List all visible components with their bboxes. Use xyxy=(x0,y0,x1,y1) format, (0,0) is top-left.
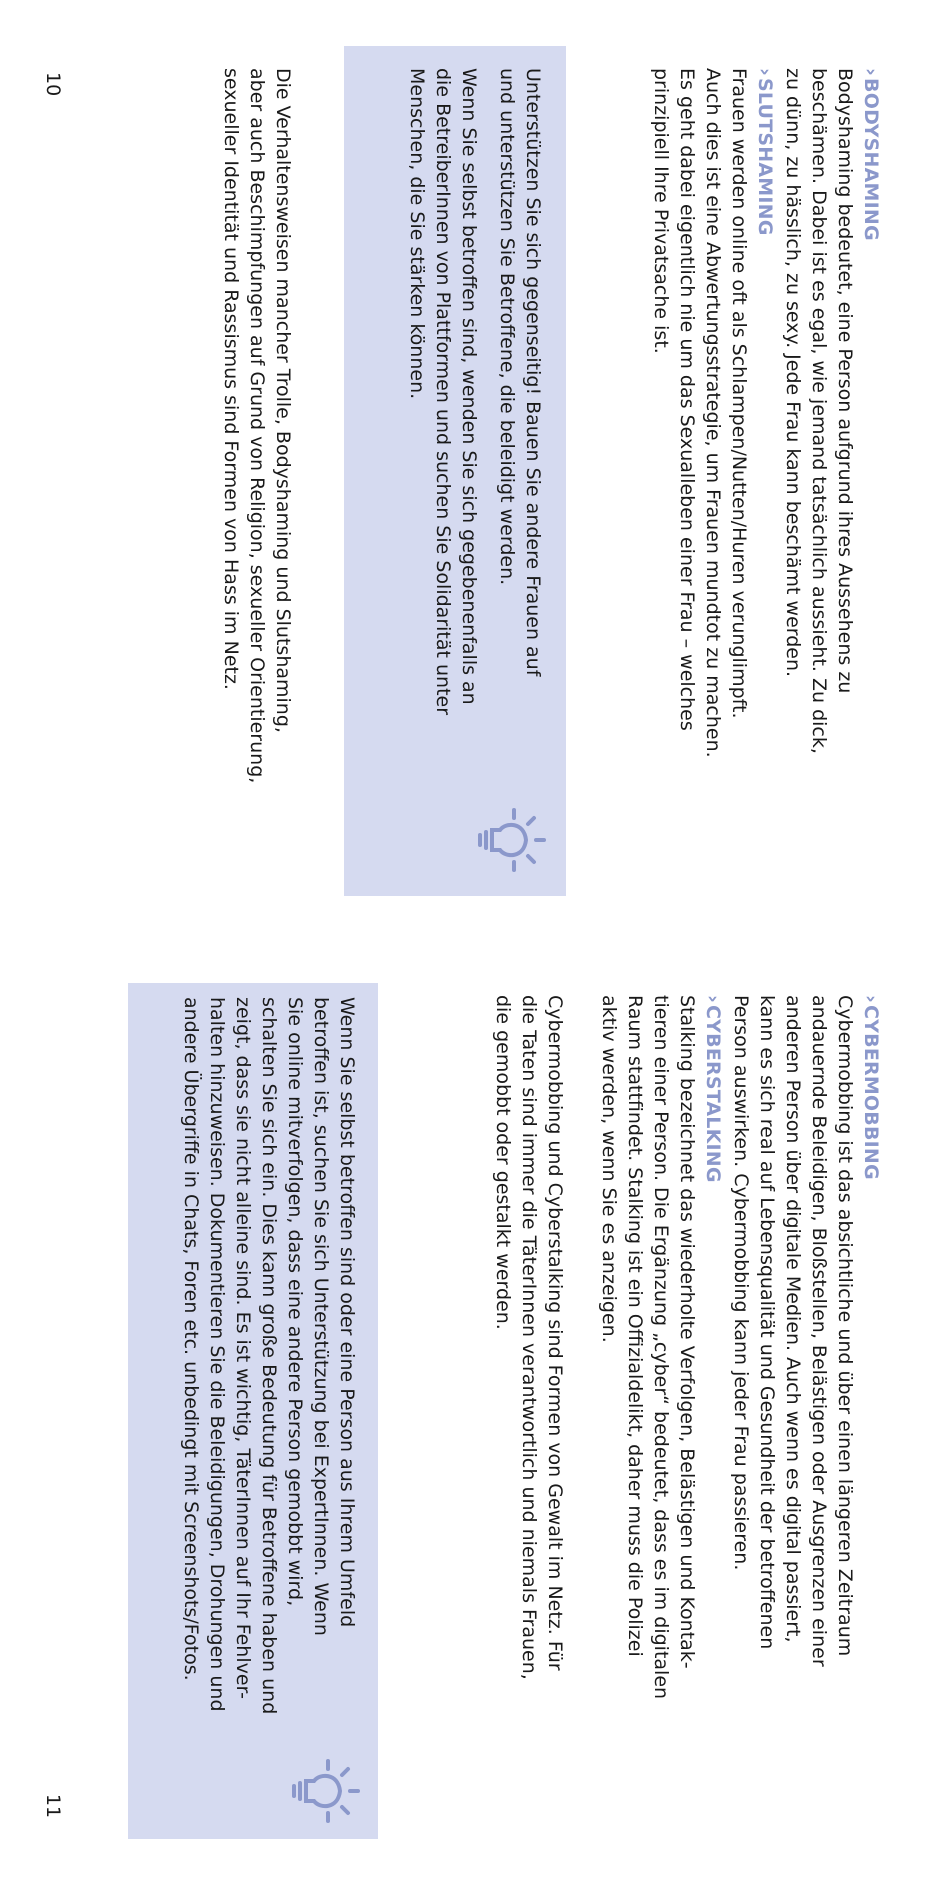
bodyshaming-section xyxy=(780,68,884,928)
cyberstalking-text: Stalking bezeichnet das wiederholte Verfolgen, Belästigen und Kontak- tieren einer Person. Die Ergänzung „cyber“ bedeutet, dass es im digitalen Raum stattfindet. Stalking ist ein Offizialdelikt, daher muss die Polizei aktiv werden, wenn Sie es anzeigen. xyxy=(598,995,698,1700)
page-11 xyxy=(0,945,944,1890)
page-number: 11 xyxy=(42,1793,64,1818)
slutshaming-heading: ›SLUTSHAMING xyxy=(754,68,776,236)
lightbulb-icon xyxy=(476,808,548,872)
tip-box-right xyxy=(128,983,378,1839)
cyberstalking-heading: ›CYBERSTALKING xyxy=(702,995,724,1183)
cybermobbing-text: Cybermobbing ist das absichtliche und über einen längeren Zeitraum andauernde Beleidigen, Bloßstellen, Belästigen oder Ausgrenzen einer anderen Person über digitale Medien. Auch wenn es digital passiert, kann es sich real auf Lebensqualität und Gesundheit der betroffenen Person auswirken. Cybermobbing kann jeder Frau passieren. xyxy=(730,995,856,1667)
bodyshaming-text: Bodyshaming bedeutet, eine Person aufgrund ihres Aussehens zu beschämen. Dabei ist es egal, wie jemand tatsächlich aussieht. Zu dick, zu dünn, zu hässlich, zu sexy. Jede Frau kann beschämt werden. xyxy=(782,68,856,754)
page-number: 10 xyxy=(42,72,64,97)
slutshaming-section xyxy=(648,68,778,928)
closing-text: Die Verhaltensweisen mancher Trolle, Bodyshaming und Slutshaming, aber auch Beschimpfungen auf Grund von Religion, sexueller Orientierung, sexueller Identität und Rassismus sind Formen von Hass im Netz. xyxy=(220,68,294,784)
bodyshaming-heading: ›BODYSHAMING xyxy=(860,68,882,241)
lightbulb-icon xyxy=(290,1759,362,1823)
chevron-right-icon: › xyxy=(754,68,776,77)
slutshaming-text: Frauen werden online oft als Schlampen/Nutten/Huren verunglimpft. Auch dies ist eine Abwertungsstrategie, um Frauen mundtot zu machen. Es geht dabei eigentlich nie um das Sexualleben einer Frau – welches prinzipiell Ihre Privatsache ist. xyxy=(650,68,750,758)
chevron-right-icon: › xyxy=(702,995,724,1004)
cybermobbing-heading: ›CYBERMOBBING xyxy=(860,995,882,1180)
tip-box-text: Wenn Sie selbst betroffen sind oder eine Person aus Ihrem Umfeld betroffen ist, suchen Sie sich Unterstützung bei ExpertInnen. Wenn Sie online mitverfolgen, dass eine andere Person gemobbt wird, schalten Sie sich ein. Dies kann große Bedeutung für Betroffene haben und zeigt, dass sie nicht alleine sind. Es ist wichtig, TäterInnen auf Ihr Fehlver- halten hinzuweisen. Dokumentieren Sie die Beleidigungen, Drohungen und andere Übergriffe in Chats, Foren etc. unbedingt mit Screenshots/Fotos. xyxy=(180,997,358,1715)
chevron-right-icon: › xyxy=(860,68,882,77)
tip-paragraph-2: Wenn Sie selbst betroffen sind, wenden Sie sich gegebenenfalls an die BetreiberInnen von Plattformen und suchen Sie Solidarität unter Menschen, die Sie stärken können. xyxy=(406,68,480,716)
tip-paragraph-1: Unterstützen Sie sich gegenseitig! Bauen Sie andere Frauen auf und unterstützen Sie Betroffene, die beleidigt werden. xyxy=(496,68,544,677)
cyberstalking-section xyxy=(596,995,726,1855)
tip-box-left xyxy=(344,46,566,896)
cybermobbing-section xyxy=(728,995,884,1855)
summary-text: Cybermobbing und Cyberstalking sind Formen von Gewalt im Netz. Für die Taten sind immer die TäterInnen verantwortlich und niemals Frauen, die gemobbt oder gestalkt werden. xyxy=(492,995,566,1680)
chevron-right-icon: › xyxy=(860,995,882,1004)
